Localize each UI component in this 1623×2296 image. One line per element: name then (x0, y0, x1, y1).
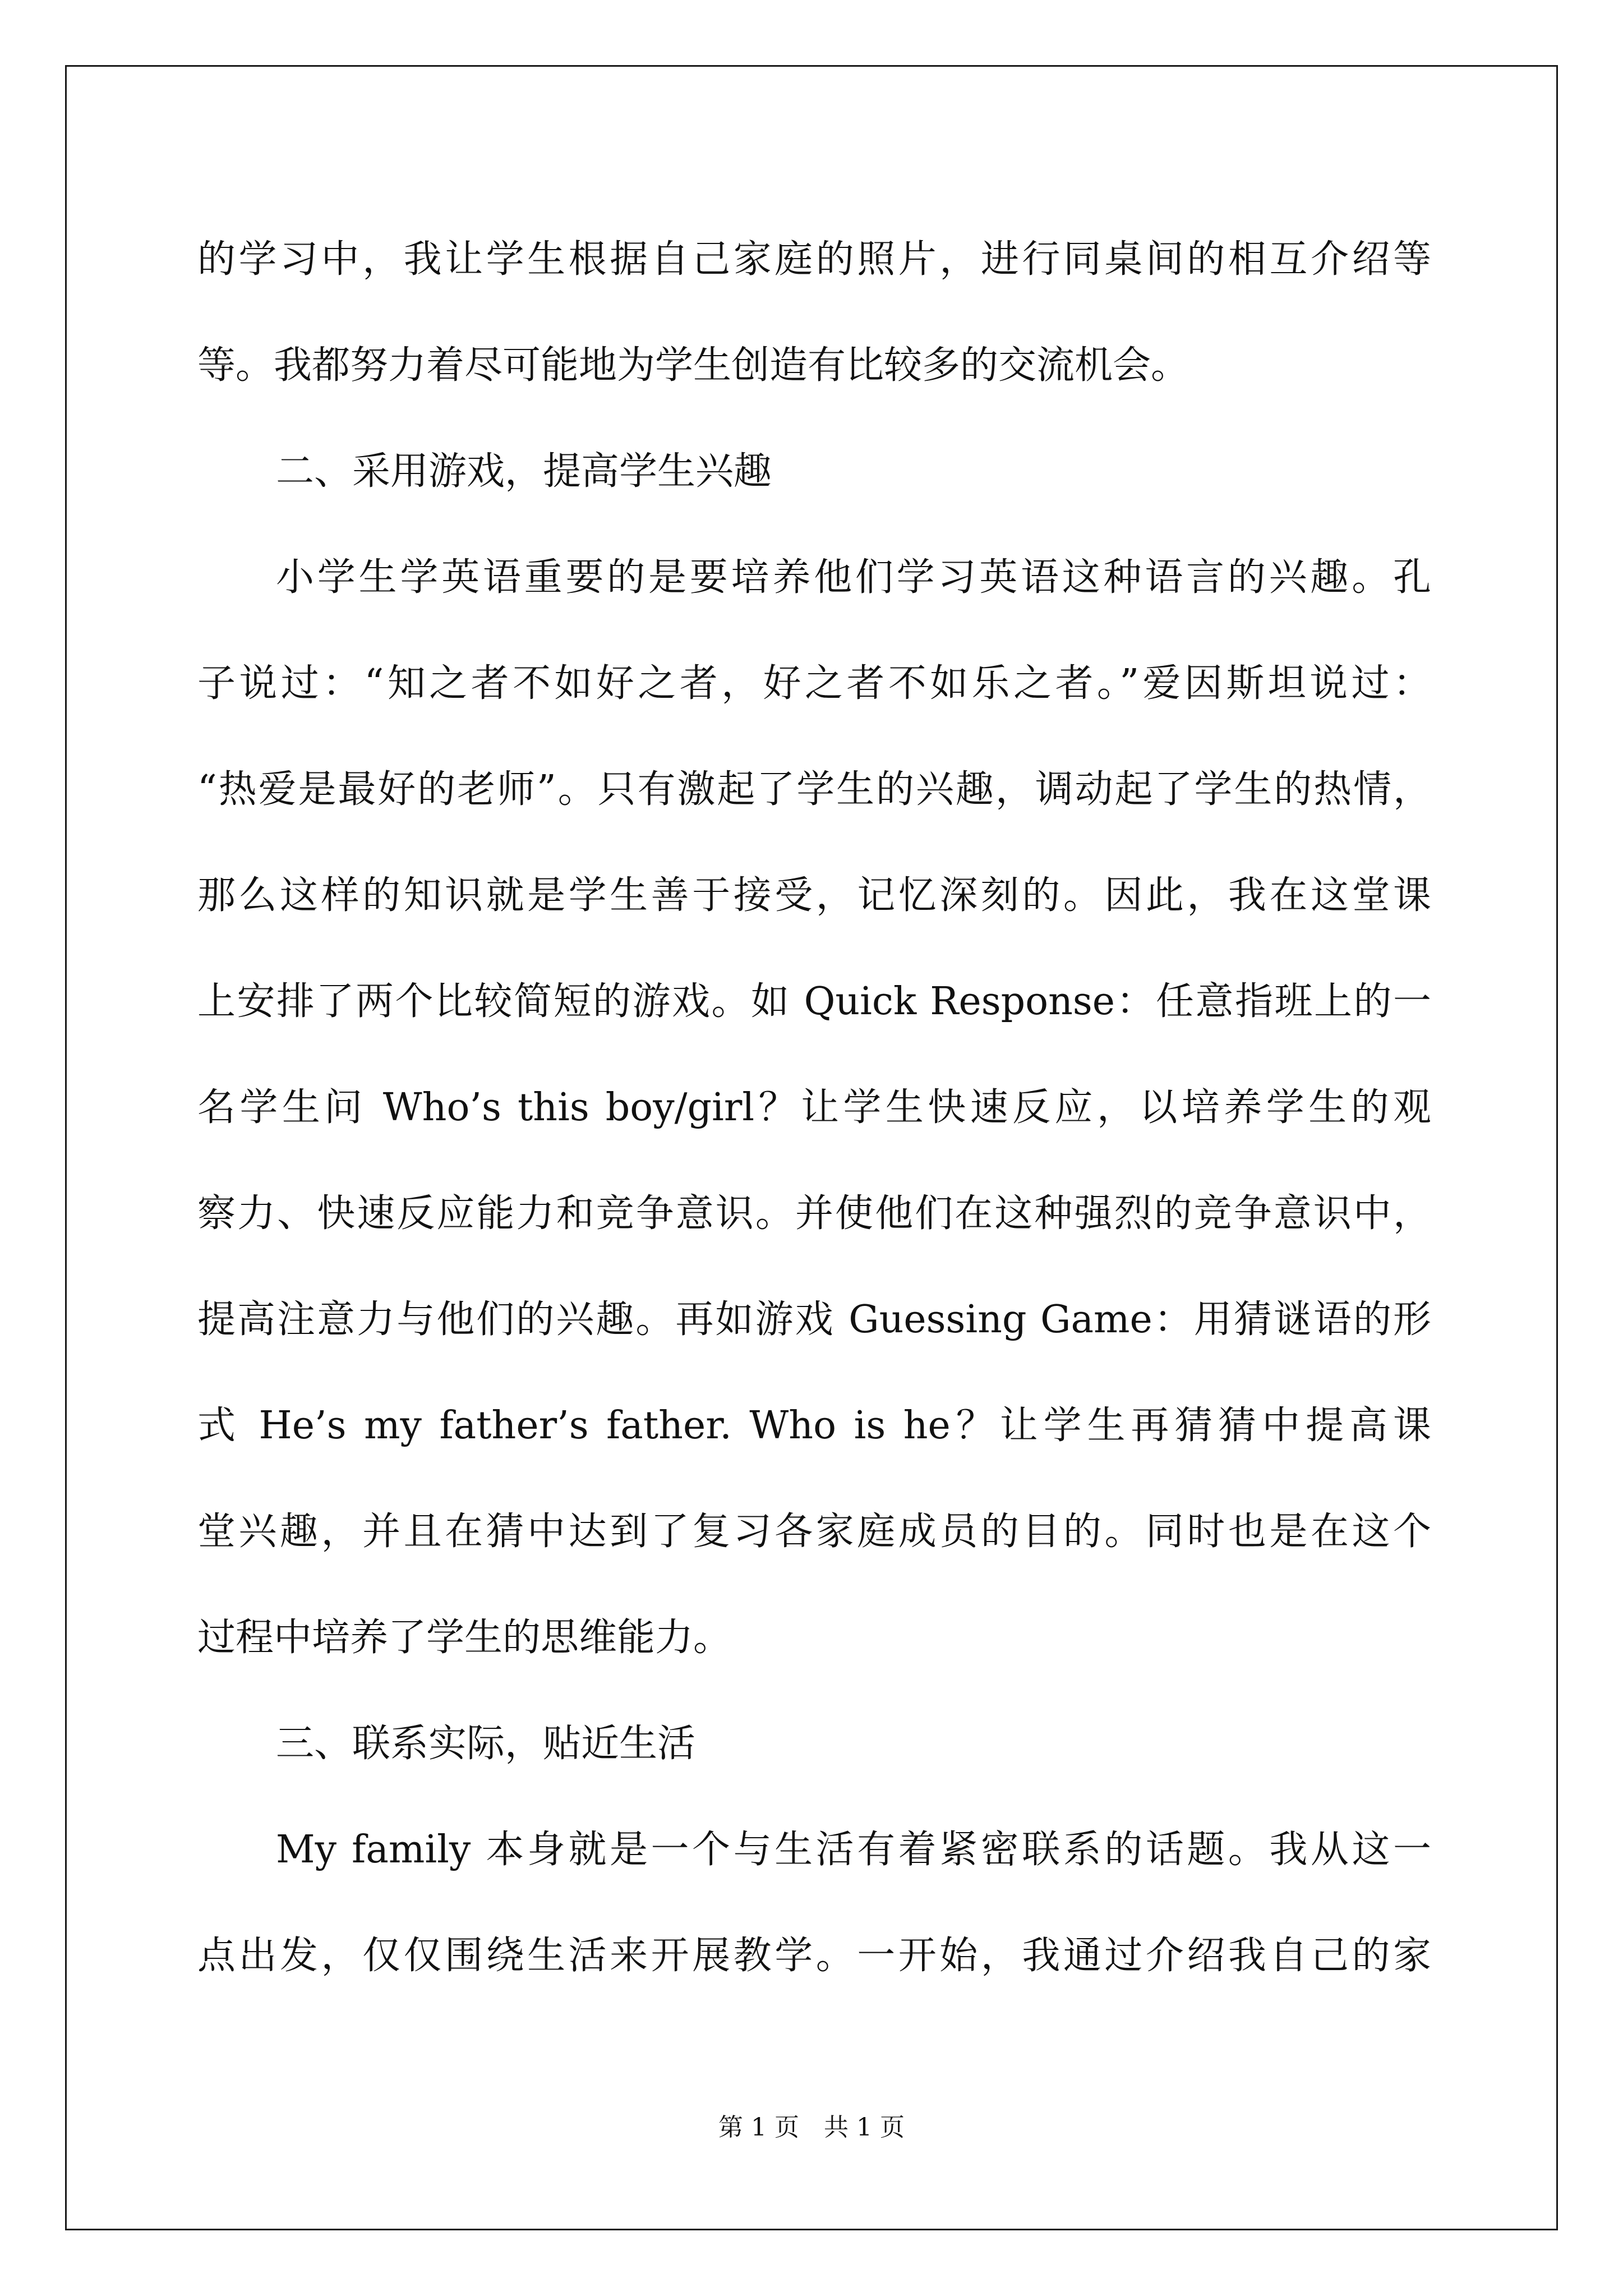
text-line-14: 过程中培养了学生的思维能力。 (197, 1616, 732, 1660)
text-line-2: 等。我都努力着尽可能地为学生创造有比较多的交流机会。 (197, 343, 1189, 388)
text-line-4: 小学生学英语重要的是要培养他们学习英语这种语言的兴趣。孔 (276, 555, 1431, 600)
text-line-17: 点出发，仅仅围绕生活来开展教学。一开始，我通过介绍我自己的家 (197, 1934, 1431, 1978)
text-line-1: 的学习中，我让学生根据自己家庭的照片，进行同桌间的相互介绍等 (197, 237, 1431, 282)
text-line-6: “热爱是最好的老师”。只有激起了学生的兴趣，调动起了学生的热情， (197, 767, 1431, 812)
text-line-9: 名学生问 Who’s this boy/girl？让学生快速反应，以培养学生的观 (197, 1085, 1431, 1130)
text-line-12: 式 He’s my father’s father. Who is he？让学生再猜猜中提高课 (197, 1404, 1431, 1448)
document-body (197, 206, 1431, 2009)
text-line-7: 那么这样的知识就是学生善于接受，记忆深刻的。因此，我在这堂课 (197, 873, 1431, 918)
section-heading-3: 三、联系实际，贴近生活 (276, 1722, 696, 1766)
text-line-11: 提高注意力与他们的兴趣。再如游戏 Guessing Game：用猜谜语的形 (197, 1297, 1431, 1342)
section-heading-2: 二、采用游戏，提高学生兴趣 (276, 449, 772, 494)
text-line-13: 堂兴趣，并且在猜中达到了复习各家庭成员的目的。同时也是在这个 (197, 1510, 1431, 1554)
text-line-10: 察力、快速反应能力和竞争意识。并使他们在这种强烈的竞争意识中， (197, 1191, 1431, 1236)
text-line-5: 子说过：“知之者不如好之者，好之者不如乐之者。”爱因斯坦说过： (197, 661, 1431, 706)
text-line-8: 上安排了两个比较简短的游戏。如 Quick Response：任意指班上的一 (197, 979, 1431, 1024)
text-line-16: My family 本身就是一个与生活有着紧密联系的话题。我从这一 (276, 1828, 1431, 1872)
page-number-footer: 第 1 页 共 1 页 (718, 2113, 905, 2142)
